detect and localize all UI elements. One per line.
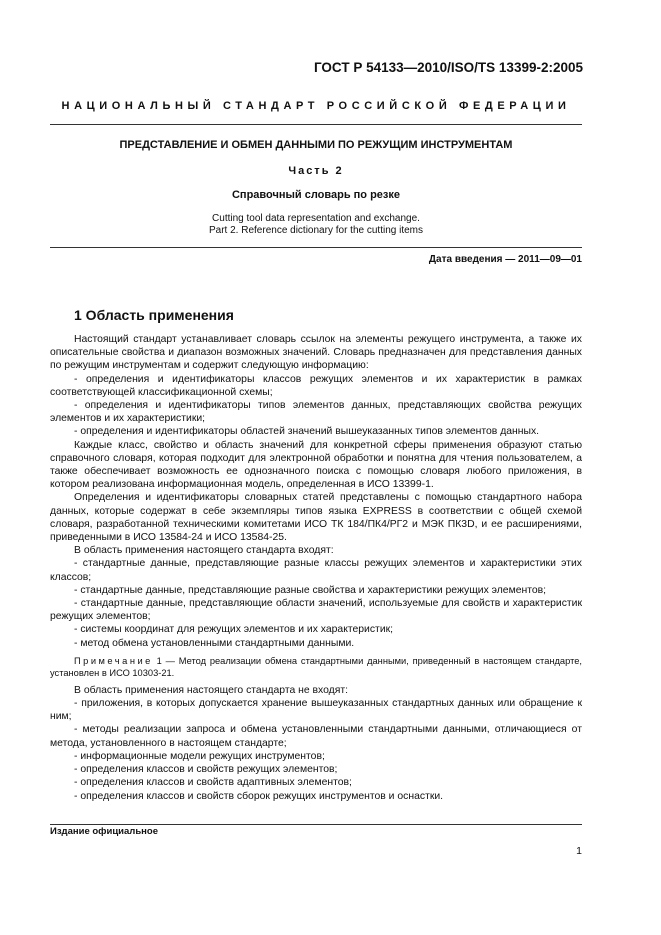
list-item: - информационные модели режущих инструментов; bbox=[74, 750, 325, 762]
header-divider bbox=[50, 124, 582, 125]
part-label: Часть 2 bbox=[288, 165, 344, 177]
list-item: - определения классов и свойств режущих элементов; bbox=[74, 764, 338, 776]
note-label: Примечание bbox=[74, 655, 153, 666]
list-item: - методы реализации запроса и обмена установленными стандартными данными, отличающиеся от метода, установленного в настоящем стандарте; bbox=[50, 724, 582, 749]
list-item: - определения и идентификаторы типов элементов данных, представляющих свойства режущих элементов и их характеристики; bbox=[50, 400, 582, 425]
title-divider bbox=[50, 247, 582, 248]
paragraph: Настоящий стандарт устанавливает словарь ссылок на элементы режущего инструмента, а также их описательные свойства и диапазон возможных значений. Словарь предназначен для представления данных по режущим инструментам и содержит следующую информацию: bbox=[50, 334, 582, 372]
list-item: - метод обмена установленными стандартными данными. bbox=[74, 637, 355, 649]
list-item: - приложения, в которых допускается хранение вышеуказанных стандартных данных или обращение к ним; bbox=[50, 698, 582, 723]
document-code: ГОСТ Р 54133—2010/ISO/TS 13399-2:2005 bbox=[313, 60, 583, 75]
footer-divider bbox=[50, 824, 582, 825]
list-item: - стандартные данные, представляющие области значений, используемые для свойств и характеристик режущих элементов; bbox=[50, 598, 582, 623]
english-title-line: Cutting tool data representation and exchange. bbox=[212, 213, 420, 224]
section-heading: 1 Область применения bbox=[74, 307, 234, 323]
list-item: - определения классов и свойств адаптивных элементов; bbox=[74, 777, 352, 789]
paragraph: В область применения настоящего стандарта входят: bbox=[74, 545, 334, 557]
document-subtitle: Справочный словарь по резке bbox=[231, 189, 401, 201]
list-item: - определения и идентификаторы областей значений вышеуказанных типов элементов данных. bbox=[74, 426, 540, 438]
list-item: - определения и идентификаторы классов режущих элементов и их характеристик в рамках соответствующей классификационной схемы; bbox=[50, 373, 582, 398]
list-item: - стандартные данные, представляющие разные классы режущих элементов и характеристики этих классов; bbox=[50, 558, 582, 583]
official-edition-label: Издание официальное bbox=[50, 826, 158, 837]
document-title: ПРЕДСТАВЛЕНИЕ И ОБМЕН ДАННЫМИ ПО РЕЖУЩИМ ИНСТРУМЕНТАМ bbox=[119, 139, 513, 151]
paragraph: Каждые класс, свойство и область значений для конкретной сферы применения образуют статью справочного словаря, которая подходит для электронной обработки и понятна для чтения пользователем, а также обеспечивает возможность ее однозначного поиска с помощью словаря любого приложения, в котором реализована информационная модель, определенная в ИСО 13399-1. bbox=[50, 439, 582, 491]
paragraph: В область применения настоящего стандарта не входят: bbox=[74, 684, 349, 696]
page-number: 1 bbox=[576, 845, 582, 857]
introduction-date: Дата введения — 2011—09—01 bbox=[428, 254, 582, 265]
section-body bbox=[50, 333, 582, 803]
note bbox=[50, 655, 582, 679]
english-title bbox=[50, 213, 582, 237]
list-item: - стандартные данные, представляющие разные свойства и характеристики режущих элементов; bbox=[74, 584, 547, 596]
english-title-line: Part 2. Reference dictionary for the cutting items bbox=[209, 225, 423, 236]
national-standard-label: НАЦИОНАЛЬНЫЙ СТАНДАРТ РОССИЙСКОЙ ФЕДЕРАЦИИ bbox=[61, 100, 571, 112]
paragraph: Определения и идентификаторы словарных статей представлены с помощью стандартного набора данных, которые содержат в себе экземпляры типов языка EXPRESS в соответствии с общей схемой словаря, разработанной техническими комитетами ИСО ТК 184/ПК4/РГ2 и МЭК ПК3D, и ее расширениями, приведенными в ИСО 13584-24 и ИСО 13584-25. bbox=[50, 492, 582, 544]
list-item: - системы координат для режущих элементов и их характеристик; bbox=[74, 624, 394, 636]
note-text: 1 — Метод реализации обмена стандартными данными, приведенный в настоящем стандарте, установлен в ИСО 10303-21. bbox=[50, 655, 582, 678]
list-item: - определения классов и свойств сборок режущих инструментов и оснастки. bbox=[74, 790, 444, 802]
